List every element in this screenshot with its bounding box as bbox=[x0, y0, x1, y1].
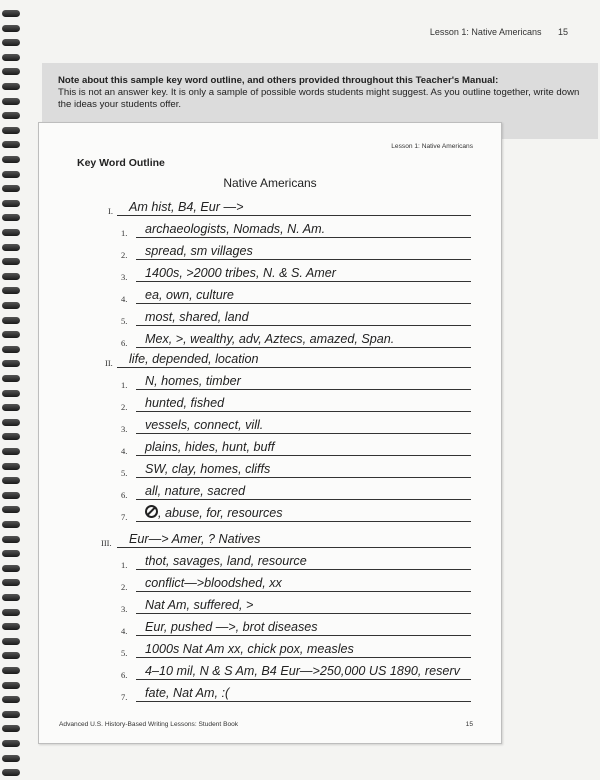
outline-item-text bbox=[145, 620, 318, 634]
outline-item bbox=[39, 220, 501, 240]
outline-item bbox=[39, 286, 501, 306]
sheet-header: Lesson 1: Native Americans bbox=[391, 143, 473, 150]
binding-ring bbox=[2, 638, 20, 645]
outline-item-text bbox=[145, 244, 253, 258]
answer-line bbox=[136, 411, 471, 412]
binding-ring bbox=[2, 769, 20, 776]
binding-ring bbox=[2, 740, 20, 747]
outline-item-text bbox=[145, 576, 282, 590]
item-number: 1. bbox=[121, 380, 128, 390]
outline-item bbox=[39, 504, 501, 524]
binding-ring bbox=[2, 156, 20, 163]
item-number: 6. bbox=[121, 490, 128, 500]
answer-line bbox=[136, 569, 471, 570]
answer-line bbox=[136, 591, 471, 592]
binding-ring bbox=[2, 463, 20, 470]
item-words: SW, clay, homes, cliffs bbox=[145, 462, 271, 476]
outline-item-text bbox=[145, 374, 241, 388]
prohibited-icon bbox=[145, 505, 158, 518]
binding-ring bbox=[2, 594, 20, 601]
outline-item bbox=[39, 684, 501, 704]
binding-ring bbox=[2, 550, 20, 557]
answer-line bbox=[136, 499, 471, 500]
page-header-title: Lesson 1: Native Americans bbox=[429, 27, 542, 37]
answer-line bbox=[117, 547, 471, 548]
binding-ring bbox=[2, 258, 20, 265]
outline-item-text bbox=[145, 418, 263, 432]
binding-ring bbox=[2, 346, 20, 353]
binding-ring bbox=[2, 273, 20, 280]
item-number: 1. bbox=[121, 560, 128, 570]
item-words: 4–10 mil, N & S Am, B4 Eur—>250,000 US 1890, reserv bbox=[145, 664, 460, 678]
answer-line bbox=[136, 635, 471, 636]
teacher-note-heading: Note about this sample key word outline, and others provided throughout this Teacher's Manual: bbox=[58, 75, 499, 86]
outline-item-text bbox=[145, 686, 229, 700]
answer-line bbox=[136, 281, 471, 282]
binding-ring bbox=[2, 54, 20, 61]
binding-ring bbox=[2, 141, 20, 148]
section-numeral: II. bbox=[105, 358, 113, 368]
outline-item bbox=[39, 482, 501, 502]
section-numeral: I. bbox=[108, 206, 113, 216]
binding-ring bbox=[2, 506, 20, 513]
outline-section bbox=[39, 198, 501, 218]
section-heading: Eur—> Amer, ? Natives bbox=[129, 532, 261, 546]
binding-ring bbox=[2, 433, 20, 440]
outline-item-text bbox=[145, 505, 283, 520]
binding-ring bbox=[2, 25, 20, 32]
item-words: vessels, connect, vill. bbox=[145, 418, 264, 432]
answer-line bbox=[136, 347, 471, 348]
section-numeral: III. bbox=[101, 538, 112, 548]
binding-ring bbox=[2, 682, 20, 689]
answer-line bbox=[117, 215, 471, 216]
outline-item bbox=[39, 662, 501, 682]
outline-section bbox=[39, 350, 501, 370]
topic-title: Native Americans bbox=[223, 176, 317, 190]
item-words: 1000s Nat Am xx, chick pox, measles bbox=[145, 642, 354, 656]
answer-line bbox=[136, 521, 471, 522]
outline-item bbox=[39, 394, 501, 414]
binding-ring bbox=[2, 317, 20, 324]
outline-item-text bbox=[145, 310, 249, 324]
item-words: fate, Nat Am, :( bbox=[145, 686, 230, 700]
teacher-note-body: This is not an answer key. It is only a sample of possible words students might suggest. As you outline together, write down the ideas your students offer. bbox=[58, 87, 580, 110]
outline-item-text bbox=[145, 288, 234, 302]
item-words: N, homes, timber bbox=[145, 374, 241, 388]
binding-ring bbox=[2, 477, 20, 484]
answer-line bbox=[136, 679, 471, 680]
outline-item bbox=[39, 264, 501, 284]
outline-item bbox=[39, 640, 501, 660]
item-words: most, shared, land bbox=[145, 310, 249, 324]
item-number: 1. bbox=[121, 228, 128, 238]
binding-ring bbox=[2, 492, 20, 499]
item-words: 1400s, >2000 tribes, N. & S. Amer bbox=[145, 266, 336, 280]
item-words: thot, savages, land, resource bbox=[145, 554, 307, 568]
outline-item-text bbox=[145, 462, 270, 476]
answer-line bbox=[117, 367, 471, 368]
binding-ring bbox=[2, 171, 20, 178]
item-number: 5. bbox=[121, 468, 128, 478]
page-header-number: 15 bbox=[557, 27, 568, 37]
item-number: 3. bbox=[121, 424, 128, 434]
binding-ring bbox=[2, 667, 20, 674]
item-words: hunted, fished bbox=[145, 396, 225, 410]
outline-item-text bbox=[145, 664, 460, 678]
binding-ring bbox=[2, 39, 20, 46]
binding-ring bbox=[2, 536, 20, 543]
answer-line bbox=[136, 389, 471, 390]
binding-ring bbox=[2, 696, 20, 703]
section-heading: Am hist, B4, Eur —> bbox=[129, 200, 244, 214]
item-number: 3. bbox=[121, 272, 128, 282]
outline-item-text bbox=[145, 266, 336, 280]
sheet-footer-book: Advanced U.S. History-Based Writing Lessons: Student Book bbox=[59, 721, 239, 728]
outline-section bbox=[39, 530, 501, 550]
outline-title: Key Word Outline bbox=[77, 157, 165, 169]
item-words: Nat Am, suffered, > bbox=[145, 598, 254, 612]
answer-line bbox=[136, 477, 471, 478]
binding-ring bbox=[2, 98, 20, 105]
outline-item-text bbox=[145, 554, 307, 568]
binding-ring bbox=[2, 755, 20, 762]
binding-ring bbox=[2, 214, 20, 221]
binding-ring bbox=[2, 375, 20, 382]
sheet-footer bbox=[59, 721, 473, 728]
binding-ring bbox=[2, 287, 20, 294]
item-number: 2. bbox=[121, 250, 128, 260]
binding-ring bbox=[2, 565, 20, 572]
item-words: spread, sm villages bbox=[145, 244, 253, 258]
item-number: 5. bbox=[121, 316, 128, 326]
item-number: 3. bbox=[121, 604, 128, 614]
binding-ring bbox=[2, 725, 20, 732]
item-words: plains, hides, hunt, buff bbox=[145, 440, 275, 454]
binding-ring bbox=[2, 200, 20, 207]
outline-item bbox=[39, 596, 501, 616]
answer-line bbox=[136, 701, 471, 702]
binding-ring bbox=[2, 83, 20, 90]
outline-item-text bbox=[145, 484, 245, 498]
answer-line bbox=[136, 455, 471, 456]
answer-line bbox=[136, 325, 471, 326]
item-words: conflict—>bloodshed, xx bbox=[145, 576, 282, 590]
outline-item bbox=[39, 372, 501, 392]
binding-ring bbox=[2, 68, 20, 75]
outline-item bbox=[39, 574, 501, 594]
answer-line bbox=[136, 259, 471, 260]
binding-ring bbox=[2, 112, 20, 119]
item-words: ea, own, culture bbox=[145, 288, 234, 302]
binding-ring bbox=[2, 623, 20, 630]
outline-item bbox=[39, 330, 501, 350]
binding-ring bbox=[2, 448, 20, 455]
binding-ring bbox=[2, 185, 20, 192]
item-words: Mex, >, wealthy, adv, Aztecs, amazed, Span. bbox=[145, 332, 395, 346]
binding-ring bbox=[2, 419, 20, 426]
binding-ring bbox=[2, 652, 20, 659]
binding-ring bbox=[2, 244, 20, 251]
outline-item-text bbox=[145, 598, 253, 612]
binding-ring bbox=[2, 390, 20, 397]
binding-ring bbox=[2, 711, 20, 718]
outline-item bbox=[39, 618, 501, 638]
binding-ring bbox=[2, 302, 20, 309]
binding-ring bbox=[2, 229, 20, 236]
item-words: all, nature, sacred bbox=[145, 484, 246, 498]
spiral-binding bbox=[0, 0, 26, 780]
binding-ring bbox=[2, 521, 20, 528]
outline-item bbox=[39, 552, 501, 572]
answer-line bbox=[136, 303, 471, 304]
item-number: 4. bbox=[121, 446, 128, 456]
section-heading: life, depended, location bbox=[129, 352, 259, 366]
outline-item-text bbox=[145, 332, 394, 346]
item-number: 4. bbox=[121, 294, 128, 304]
outline-item-text bbox=[145, 396, 224, 410]
outline-item bbox=[39, 460, 501, 480]
outline-item-text bbox=[145, 440, 275, 454]
binding-ring bbox=[2, 404, 20, 411]
binding-ring bbox=[2, 331, 20, 338]
outline-item bbox=[39, 416, 501, 436]
outline-item bbox=[39, 308, 501, 328]
item-number: 5. bbox=[121, 648, 128, 658]
answer-line bbox=[136, 657, 471, 658]
binding-ring bbox=[2, 609, 20, 616]
outline-item bbox=[39, 438, 501, 458]
sheet-footer-page-number: 15 bbox=[465, 721, 473, 728]
item-number: 2. bbox=[121, 402, 128, 412]
item-number: 2. bbox=[121, 582, 128, 592]
item-words: archaeologists, Nomads, N. Am. bbox=[145, 222, 326, 236]
item-number: 6. bbox=[121, 670, 128, 680]
outline-item-text bbox=[145, 642, 354, 656]
binding-ring bbox=[2, 579, 20, 586]
item-number: 6. bbox=[121, 338, 128, 348]
page-header bbox=[430, 27, 568, 37]
outline-item bbox=[39, 242, 501, 262]
item-number: 4. bbox=[121, 626, 128, 636]
item-number: 7. bbox=[121, 692, 128, 702]
binding-ring bbox=[2, 10, 20, 17]
binding-ring bbox=[2, 127, 20, 134]
item-words: Eur, pushed —>, brot diseases bbox=[145, 620, 318, 634]
item-number: 7. bbox=[121, 512, 128, 522]
item-words: , abuse, for, resources bbox=[158, 506, 283, 520]
answer-line bbox=[136, 433, 471, 434]
student-worksheet bbox=[38, 122, 502, 744]
answer-line bbox=[136, 237, 471, 238]
outline-item-text bbox=[145, 222, 325, 236]
answer-line bbox=[136, 613, 471, 614]
binding-ring bbox=[2, 360, 20, 367]
